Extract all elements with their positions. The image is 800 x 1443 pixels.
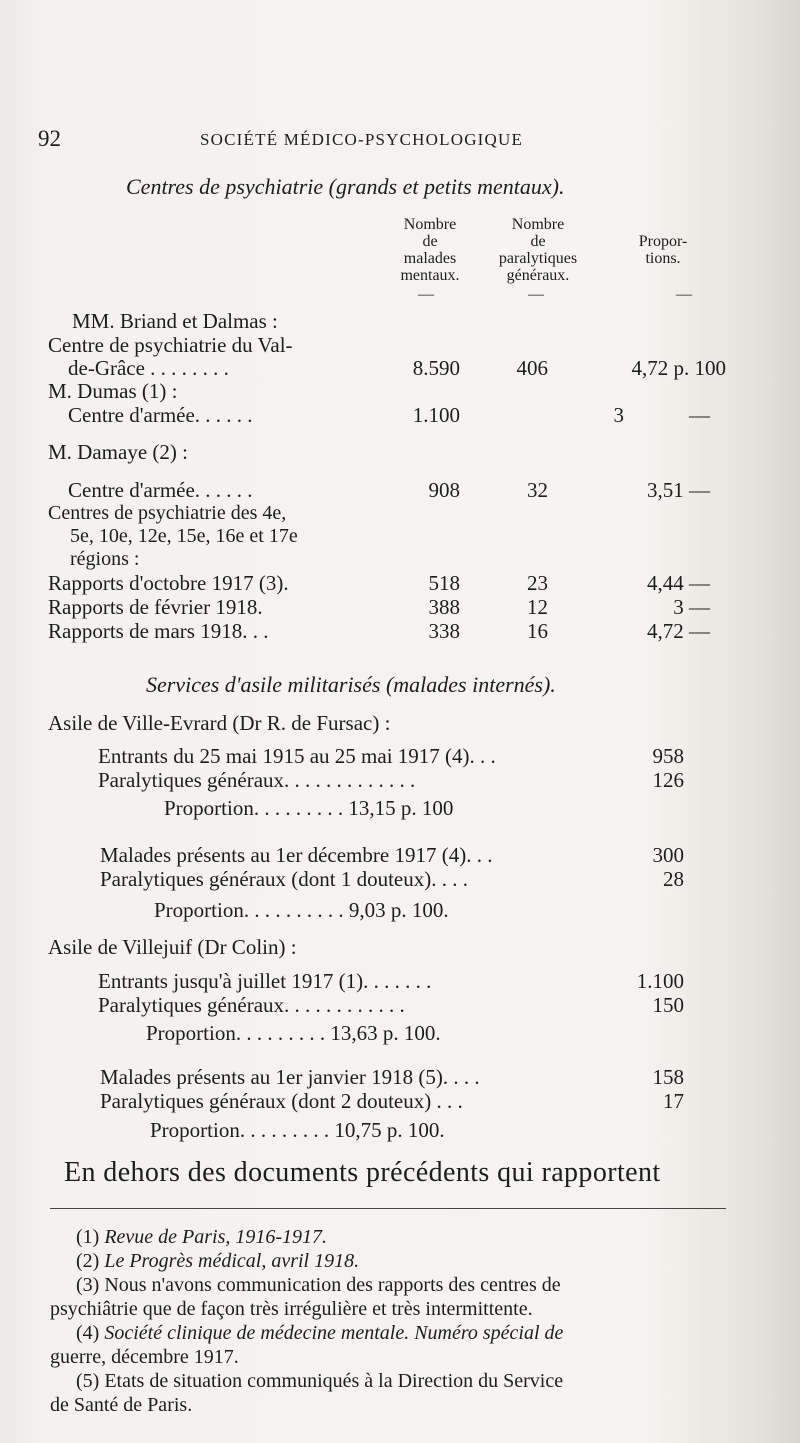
footnote: (2) Le Progrès médical, avril 1918. <box>76 1250 360 1272</box>
table-cell-paralytiques: 16 <box>527 619 548 643</box>
table-cell-malades: 8.590 <box>412 356 460 380</box>
table-row-label: M. Dumas (1) : <box>48 379 178 403</box>
list-item-value: 158 <box>652 1065 684 1089</box>
table-cell-proportion: 4,44 — <box>647 571 710 595</box>
table-row-label: M. Damaye (2) : <box>48 440 188 464</box>
table-row-label: MM. Briand et Dalmas : <box>72 309 278 333</box>
list-item-label: Malades présents au 1er décembre 1917 (4). . . <box>100 843 493 867</box>
footnote: de Santé de Paris. <box>50 1394 193 1416</box>
footnote: psychiâtrie que de façon très irrégulière et très intermittente. <box>50 1298 533 1320</box>
table-cell-malades: 338 <box>428 619 460 643</box>
section-title: Services d'asile militarisés (malades internés). <box>146 672 556 697</box>
proportion-line: Proportion. . . . . . . . . . 9,03 p. 100. <box>154 898 449 922</box>
column-dash: — <box>676 286 692 303</box>
list-item-label: Paralytiques généraux (dont 2 douteux) . . . <box>100 1089 463 1113</box>
list-item-value: 300 <box>652 843 684 867</box>
table-cell-paralytiques: 23 <box>527 571 548 595</box>
table-cell-malades: 908 <box>428 478 460 502</box>
column-dash: — <box>418 286 434 303</box>
table-row-label: 5e, 10e, 12e, 15e, 16e et 17e <box>70 525 298 547</box>
running-title: SOCIÉTÉ MÉDICO-PSYCHOLOGIQUE <box>200 130 524 149</box>
column-header-paralytiques: Nombre de paralytiques généraux. <box>498 216 578 284</box>
table-row-label: Rapports de février 1918. <box>48 595 263 619</box>
table-cell-paralytiques: 32 <box>527 478 548 502</box>
table-row-label: Centre de psychiatrie du Val- <box>48 333 293 357</box>
footnote: (3) Nous n'avons communication des rapports des centres de <box>76 1274 561 1296</box>
column-dash: — <box>528 286 544 303</box>
table-row-label: de-Grâce . . . . . . . . <box>68 356 229 380</box>
proportion-line: Proportion. . . . . . . . . 10,75 p. 100. <box>150 1118 445 1142</box>
section-title: Centres de psychiatrie (grands et petits mentaux). <box>126 174 565 199</box>
footnote: (5) Etats de situation communiqués à la Direction du Service <box>76 1370 564 1392</box>
table-cell-proportion: 3 — <box>673 595 710 619</box>
list-item-label: Paralytiques généraux (dont 1 douteux). . . . <box>100 867 468 891</box>
list-item-label: Malades présents au 1er janvier 1918 (5). . . . <box>100 1065 480 1089</box>
table-cell-proportion: 4,72 p. 100 <box>631 356 726 380</box>
table-row-label: Centre d'armée. . . . . . <box>68 478 253 502</box>
table-cell-paralytiques: 3 <box>613 403 624 427</box>
list-item-label: Entrants jusqu'à juillet 1917 (1). . . . . . . <box>98 969 432 993</box>
list-item-label: Paralytiques généraux. . . . . . . . . . . . . <box>98 768 416 792</box>
asile-heading: Asile de Villejuif (Dr Colin) : <box>48 935 297 959</box>
footnote: (4) Société clinique de médecine mentale. Numéro spécial de <box>76 1322 564 1344</box>
table-row-label: Rapports de mars 1918. . . <box>48 619 269 643</box>
column-header-malades: Nombre de malades mentaux. <box>400 216 460 284</box>
footnote: (1) Revue de Paris, 1916-1917. <box>76 1226 328 1248</box>
table-cell-malades: 518 <box>428 571 460 595</box>
table-cell-proportion: 3,51 — <box>647 478 710 502</box>
table-row-label: Centres de psychiatrie des 4e, <box>48 502 287 524</box>
body-text: En dehors des documents précédents qui rapportent <box>64 1157 661 1188</box>
table-cell-proportion: — <box>689 403 710 427</box>
list-item-value: 126 <box>652 768 684 792</box>
page-number: 92 <box>38 126 61 151</box>
list-item-label: Entrants du 25 mai 1915 au 25 mai 1917 (4). . . <box>98 744 496 768</box>
table-row-label: Rapports d'octobre 1917 (3). <box>48 571 289 595</box>
list-item-value: 958 <box>652 744 684 768</box>
list-item-value: 17 <box>663 1089 684 1113</box>
column-header-proportion: Propor- tions. <box>638 233 688 267</box>
table-cell-paralytiques: 406 <box>516 356 548 380</box>
list-item-value: 1.100 <box>636 969 684 993</box>
proportion-line: Proportion. . . . . . . . . 13,63 p. 100. <box>146 1021 441 1045</box>
table-row-label: régions : <box>70 548 140 570</box>
footnote: guerre, décembre 1917. <box>50 1346 239 1368</box>
asile-heading: Asile de Ville-Evrard (Dr R. de Fursac) : <box>48 711 391 735</box>
list-item-label: Paralytiques généraux. . . . . . . . . . . . <box>98 993 405 1017</box>
table-cell-paralytiques: 12 <box>527 595 548 619</box>
table-cell-proportion: 4,72 — <box>647 619 710 643</box>
table-row-label: Centre d'armée. . . . . . <box>68 403 253 427</box>
list-item-value: 28 <box>663 867 684 891</box>
table-cell-malades: 1.100 <box>412 403 460 427</box>
table-cell-malades: 388 <box>428 595 460 619</box>
proportion-line: Proportion. . . . . . . . . 13,15 p. 100 <box>164 796 454 820</box>
list-item-value: 150 <box>652 993 684 1017</box>
footnote-divider <box>50 1208 726 1209</box>
